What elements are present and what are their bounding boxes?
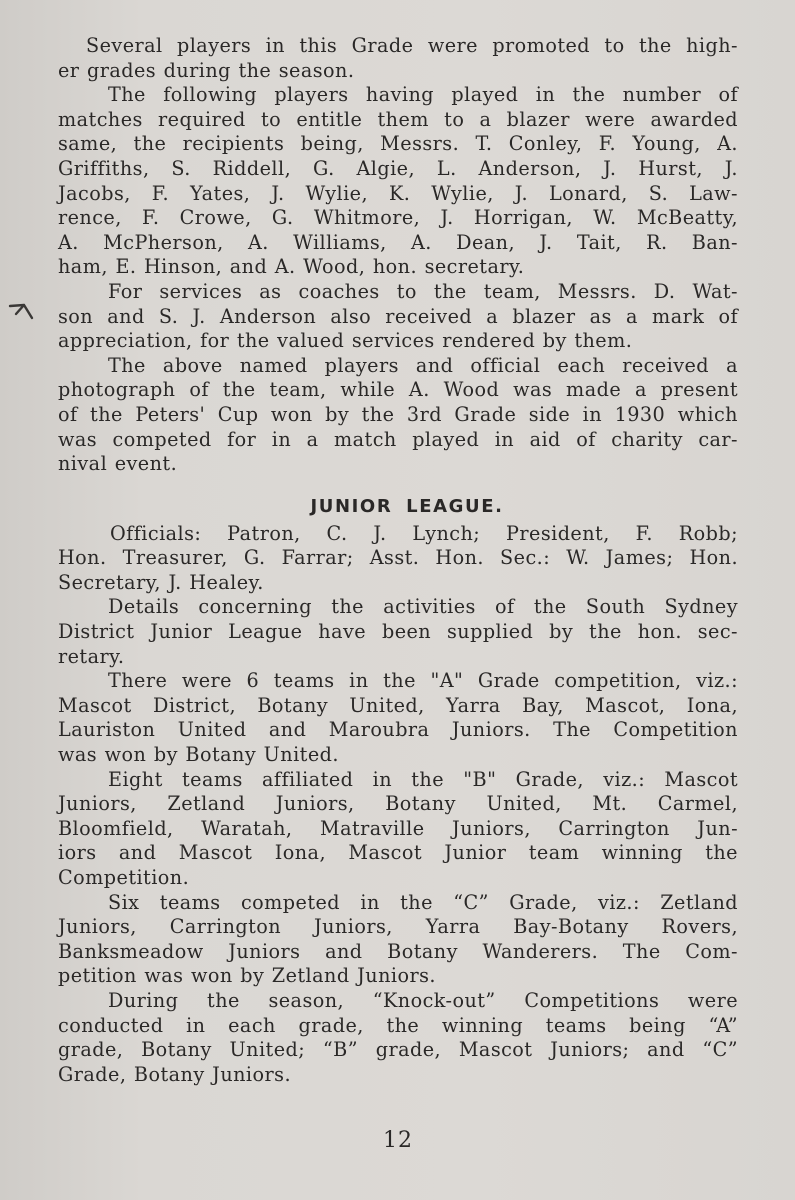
text-line: son and S. J. Anderson also received a blazer as a mark of xyxy=(58,304,738,328)
text-line: Several players in this Grade were promoted to the high- xyxy=(86,34,738,57)
text-line: was won by Botany United. xyxy=(58,743,339,767)
text-line: Details concerning the activities of the South Sydney xyxy=(108,595,738,619)
text-line: A. McPherson, A. Williams, A. Dean, J. Tait, R. Ban- xyxy=(58,230,738,254)
text-line: grade, Botany United; “B” grade, Mascot Juniors; and “C” xyxy=(58,1038,738,1062)
text-line: For services as coaches to the team, Messrs. D. Wat- xyxy=(108,279,738,303)
text-line: The above named players and official each received a xyxy=(108,353,738,377)
text-line: There were 6 teams in the "A" Grade competition, viz.: xyxy=(108,669,738,693)
text-line: Jacobs, F. Yates, J. Wylie, K. Wylie, J. Lonard, S. Law- xyxy=(58,181,738,205)
text-line: Eight teams affiliated in the "B" Grade, viz.: Mascot xyxy=(108,767,738,791)
text-line: same, the recipients being, Messrs. T. Conley, F. Young, A. xyxy=(58,132,738,156)
paragraph-coaches xyxy=(58,280,738,354)
text-line: Lauriston United and Maroubra Juniors. The Competition xyxy=(58,718,738,742)
paragraph-b-grade xyxy=(58,768,738,891)
text-line: Six teams competed in the “C” Grade, viz.: Zetland xyxy=(108,890,738,914)
text-line: Mascot District, Botany United, Yarra Bay, Mascot, Iona, xyxy=(58,693,738,717)
text-column xyxy=(58,34,738,1087)
text-line: During the season, “Knock-out” Competitions were xyxy=(108,988,738,1012)
text-line: Banksmeadow Juniors and Botany Wanderers. The Com- xyxy=(58,939,738,963)
text-line: matches required to entitle them to a blazer were awarded xyxy=(58,107,738,131)
paragraph-promoted xyxy=(58,34,738,83)
text-line: iors and Mascot Iona, Mascot Junior team winning the xyxy=(58,841,738,865)
paragraph-blazers xyxy=(58,83,738,280)
paragraph-c-grade xyxy=(58,891,738,989)
text-line: Secretary, J. Healey. xyxy=(58,570,264,594)
text-line: District Junior League have been supplied by the hon. sec- xyxy=(58,620,738,644)
text-line: Grade, Botany Juniors. xyxy=(58,1062,291,1086)
paragraph-officials xyxy=(58,522,738,596)
text-line: er grades during the season. xyxy=(58,58,355,82)
text-line: Officials: Patron, C. J. Lynch; President, F. Robb; xyxy=(110,521,738,545)
text-line: photograph of the team, while A. Wood was made a present xyxy=(58,378,738,402)
text-line: rence, F. Crowe, G. Whitmore, J. Horrigan, W. McBeatty, xyxy=(58,206,738,230)
section-heading: JUNIOR LEAGUE. xyxy=(310,495,504,517)
text-line: appreciation, for the valued services rendered by them. xyxy=(58,329,633,353)
text-line: The following players having played in the number of xyxy=(108,83,738,107)
paragraph-photograph xyxy=(58,354,738,477)
text-line: Competition. xyxy=(58,866,190,889)
text-line: retary. xyxy=(58,644,125,668)
text-line: Juniors, Zetland Juniors, Botany United, Mt. Carmel, xyxy=(58,792,738,816)
text-line: nival event. xyxy=(58,452,178,476)
paragraph-a-grade xyxy=(58,669,738,767)
text-line: of the Peters' Cup won by the 3rd Grade side in 1930 which xyxy=(58,402,738,426)
text-line: Griffiths, S. Riddell, G. Algie, L. Anderson, J. Hurst, J. xyxy=(58,156,738,180)
pencil-margin-mark xyxy=(6,300,40,326)
text-line: petition was won by Zetland Juniors. xyxy=(58,964,436,988)
text-line: Bloomfield, Waratah, Matraville Juniors, Carrington Jun- xyxy=(58,816,738,840)
text-line: was competed for in a match played in aid of charity car- xyxy=(58,427,738,451)
paragraph-details xyxy=(58,595,738,669)
page-number: 12 xyxy=(383,1128,413,1153)
text-line: ham, E. Hinson, and A. Wood, hon. secretary. xyxy=(58,255,525,279)
paragraph-knockout xyxy=(58,989,738,1087)
text-line: conducted in each grade, the winning teams being “A” xyxy=(58,1013,738,1037)
text-line: Hon. Treasurer, G. Farrar; Asst. Hon. Sec.: W. James; Hon. xyxy=(58,546,738,570)
text-line: Juniors, Carrington Juniors, Yarra Bay-Botany Rovers, xyxy=(58,915,738,939)
